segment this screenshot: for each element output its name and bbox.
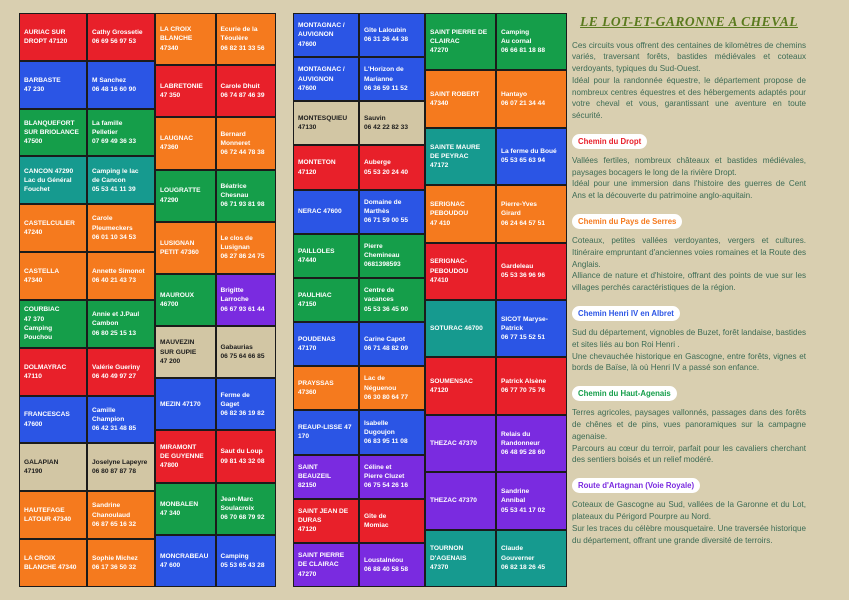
listing-contact: Annie et J.Paul Cambon 06 80 25 15 13: [87, 300, 155, 348]
listing-location: MONTETON 47120: [293, 145, 359, 189]
listing-contact: Ecurie de la Téoulère 06 82 31 33 56: [216, 13, 277, 65]
listing-contact: Claude Gouverner 06 82 18 26 45: [496, 530, 567, 587]
listing-location: PAULHIAC 47150: [293, 278, 359, 322]
listing-contact: Annette Simonot 06 40 21 43 73: [87, 252, 155, 300]
listing-contact: M Sanchez 06 48 16 60 90: [87, 61, 155, 109]
listing-contact: Camping Au cornal 06 66 81 18 88: [496, 13, 567, 70]
route-description: Terres agricoles, paysages vallonnés, passages dans des forêts de chênes et de pins, vues panoramiques sur la campagne agenaise. Parcours au cœur du terroir, parfait pour les cavaliers cherchant des sentiers boisés et un relief modéré.: [572, 408, 806, 465]
listing-location: MEZIN 47170: [155, 378, 216, 430]
listing-location: LUSIGNAN PETIT 47360: [155, 222, 216, 274]
listing-location: THEZAC 47370: [425, 415, 496, 472]
listing-contact: Ferme de Gaget 06 82 36 19 82: [216, 378, 277, 430]
listing-contact: L'Horizon de Marianne 06 36 59 11 52: [359, 57, 425, 101]
listing-contact: Camping 05 53 65 43 28: [216, 535, 277, 587]
listing-contact: Béatrice Chesnau 06 71 93 81 98: [216, 170, 277, 222]
listing-location: SAINT ROBERT 47340: [425, 70, 496, 127]
listing-location: SAINT PIERRE DE CLAIRAC 47270: [293, 543, 359, 587]
listing-contact: Sandrine Annibal 05 53 41 17 02: [496, 472, 567, 529]
listing-location: HAUTEFAGE LATOUR 47340: [19, 491, 87, 539]
listing-location: COURBIAC 47 370 Camping Pouchou: [19, 300, 87, 348]
listing-location: BARBASTE 47 230: [19, 61, 87, 109]
listing-location: THEZAC 47370: [425, 472, 496, 529]
listing-location: SAINT BEAUZEIL 82150: [293, 455, 359, 499]
listing-location: POUDENAS 47170: [293, 322, 359, 366]
listing-contact: Hantayo 06 07 21 34 44: [496, 70, 567, 127]
listing-location: CASTELLA 47340: [19, 252, 87, 300]
listing-location: REAUP-LISSE 47 170: [293, 410, 359, 454]
listing-location: LAUGNAC 47360: [155, 117, 216, 169]
listing-contact: Carine Capot 06 71 48 82 09: [359, 322, 425, 366]
listing-contact: Pierre-Yves Girard 06 24 64 57 51: [496, 185, 567, 242]
listing-contact: Gîte Laloubin 06 31 26 44 38: [359, 13, 425, 57]
listing-contact: Joselyne Lapeyre 06 80 87 87 78: [87, 443, 155, 491]
route-description: Sud du département, vignobles de Buzet, forêt landaise, bastides et sites liés au bon Roi Henri . Une chevauchée historique en Gascogne, entre forêts, vignes et bords de Baïse, là où Henri IV a passé son enfance.: [572, 328, 806, 373]
listing-location: MAUVEZIN SUR GUPIE 47 200: [155, 326, 216, 378]
listing-location: LA CROIX BLANCHE 47340: [155, 13, 216, 65]
listing-location: TOURNON D'AGENAIS 47370: [425, 530, 496, 587]
info-panel: [572, 8, 806, 552]
route-description: Coteaux de Gascogne au Sud, vallées de la Garonne et du Lot, plateaux du Périgord Pourpre au Nord. Sur les traces du célèbre mousquetaire. Une traversée historique du département, offrant une grande diversité de terroirs.: [572, 500, 806, 545]
listing-contact: Relais du Randonneur 06 48 95 28 60: [496, 415, 567, 472]
listing-contact: Sauvin 06 42 22 82 33: [359, 101, 425, 145]
listing-location: FRANCESCAS 47600: [19, 396, 87, 444]
listing-location: SOTURAC 46700: [425, 300, 496, 357]
listing-location: MONCRABEAU 47 600: [155, 535, 216, 587]
listing-location: MIRAMONT DE GUYENNE 47800: [155, 430, 216, 482]
listing-contact: Le clos de Lusignan 06 27 86 24 75: [216, 222, 277, 274]
listing-contact: Gabaurias 06 75 64 66 85: [216, 326, 277, 378]
listing-location: SAINT JEAN DE DURAS 47120: [293, 499, 359, 543]
listing-contact: Sandrine Chanoulaud 06 87 65 16 32: [87, 491, 155, 539]
listing-contact: Saut du Loup 09 81 43 32 08: [216, 430, 277, 482]
listing-location: MONBALEN 47 340: [155, 483, 216, 535]
listing-location: GALAPIAN 47190: [19, 443, 87, 491]
listing-location: SERIGNAC- PEBOUDOU 47410: [425, 243, 496, 300]
listing-column-3: [293, 13, 425, 587]
listing-contact: Isabelle Dugoujon 06 83 95 11 08: [359, 410, 425, 454]
listing-contact: La ferme du Boué 05 53 65 63 94: [496, 128, 567, 185]
listing-location: DOLMAYRAC 47110: [19, 348, 87, 396]
listing-contact: Valérie Gueriny 06 40 49 97 27: [87, 348, 155, 396]
listing-column-4: [425, 13, 567, 587]
listing-location: MONTESQUIEU 47130: [293, 101, 359, 145]
listing-location: MONTAGNAC / AUVIGNON 47600: [293, 13, 359, 57]
listing-contact: Centre de vacances 05 53 36 45 90: [359, 278, 425, 322]
listing-contact: Carole Pleumeckers 06 01 10 34 53: [87, 204, 155, 252]
listing-location: LABRETONIE 47 350: [155, 65, 216, 117]
listing-contact: La famille Pelletier 07 69 49 36 33: [87, 109, 155, 157]
listing-location: SERIGNAC PEBOUDOU 47 410: [425, 185, 496, 242]
listing-contact: Patrick Alsène 06 77 70 75 76: [496, 357, 567, 414]
listing-column-2: [155, 13, 276, 587]
listing-location: NERAC 47600: [293, 190, 359, 234]
listing-contact: Auberge 05 53 20 24 40: [359, 145, 425, 189]
listing-location: LA CROIX BLANCHE 47340: [19, 539, 87, 587]
routes-list: [572, 128, 806, 547]
listing-column-1: [19, 13, 155, 587]
listing-contact: Gîte de Momiac: [359, 499, 425, 543]
listing-contact: Camille Champion 06 42 31 48 85: [87, 396, 155, 444]
listing-contact: Pierre Chemineau 0681398593: [359, 234, 425, 278]
listing-contact: Domaine de Marthès 06 71 59 00 55: [359, 190, 425, 234]
listing-location: AURIAC SUR DROPT 47120: [19, 13, 87, 61]
listing-location: MONTAGNAC / AUVIGNON 47600: [293, 57, 359, 101]
listing-location: MAUROUX 46700: [155, 274, 216, 326]
listing-contact: Sophie Michez 06 17 36 50 32: [87, 539, 155, 587]
route-badge: Chemin du Haut-Agenais: [572, 386, 677, 401]
route-badge: Chemin du Pays de Serres: [572, 214, 682, 229]
listing-contact: Gardeleau 05 53 36 96 96: [496, 243, 567, 300]
listing-contact: Bernard Monneret 06 72 44 78 38: [216, 117, 277, 169]
listing-contact: Camping le lac de Cancon 05 53 41 11 39: [87, 156, 155, 204]
listing-location: CASTELCULIER 47240: [19, 204, 87, 252]
route-badge: Chemin Henri IV en Albret: [572, 306, 680, 321]
listing-contact: Loustalnéou 06 88 40 58 58: [359, 543, 425, 587]
listing-contact: Cathy Grossetie 06 69 56 97 53: [87, 13, 155, 61]
listing-location: BLANQUEFORT SUR BRIOLANCE 47500: [19, 109, 87, 157]
listing-location: LOUGRATTE 47290: [155, 170, 216, 222]
intro-text: Ces circuits vous offrent des centaines de kilomètres de chemins variés, traversant forêts, bastides médiévales et coteaux verdoyants, typiques du Sud-Ouest. Idéal pour la randonnée équestre, le département propose de nombreux centres équestres et des hébergements adaptés pour votre cheval et vous, garantissant une aventure en toute sécurité.: [572, 40, 806, 120]
route-description: Vallées fertiles, nombreux châteaux et bastides médiévales, paysages bocagers le long de la rivière Dropt. Idéal pour une immersion dans l'histoire des guerres de Cent Ans et la découverte du patrimoine anglo-aquitain.: [572, 156, 806, 201]
listing-contact: Carole Dhuit 06 74 87 46 39: [216, 65, 277, 117]
listing-location: SOUMENSAC 47120: [425, 357, 496, 414]
listing-location: PRAYSSAS 47360: [293, 366, 359, 410]
listing-contact: SICOT Maryse- Patrick 06 77 15 52 51: [496, 300, 567, 357]
route-description: Coteaux, petites vallées verdoyantes, vergers et cultures. Itinéraire empruntant d'anciennes voies romaines et la Route des Anglais. Alliance de nature et d'histoire, offrant des points de vue sur les villages perchés caractéristiques de la région.: [572, 236, 806, 293]
listing-location: SAINT PIERRE DE CLAIRAC 47270: [425, 13, 496, 70]
listing-contact: Brigitte Larroche 06 67 93 61 44: [216, 274, 277, 326]
route-badge: Route d'Artagnan (Voie Royale): [572, 478, 700, 493]
route-badge: Chemin du Dropt: [572, 134, 647, 149]
listing-contact: Jean-Marc Soulacroix 06 70 68 79 92: [216, 483, 277, 535]
listing-contact: Lac de Néguenou 06 30 80 64 77: [359, 366, 425, 410]
listing-location: PAILLOLES 47440: [293, 234, 359, 278]
listing-location: CANCON 47290 Lac du Général Fouchet: [19, 156, 87, 204]
listing-contact: Céline et Pierre Cluzet 06 75 54 26 16: [359, 455, 425, 499]
listing-location: SAINTE MAURE DE PEYRAC 47172: [425, 128, 496, 185]
page-title: LE LOT-ET-GARONNE A CHEVAL: [580, 14, 798, 29]
